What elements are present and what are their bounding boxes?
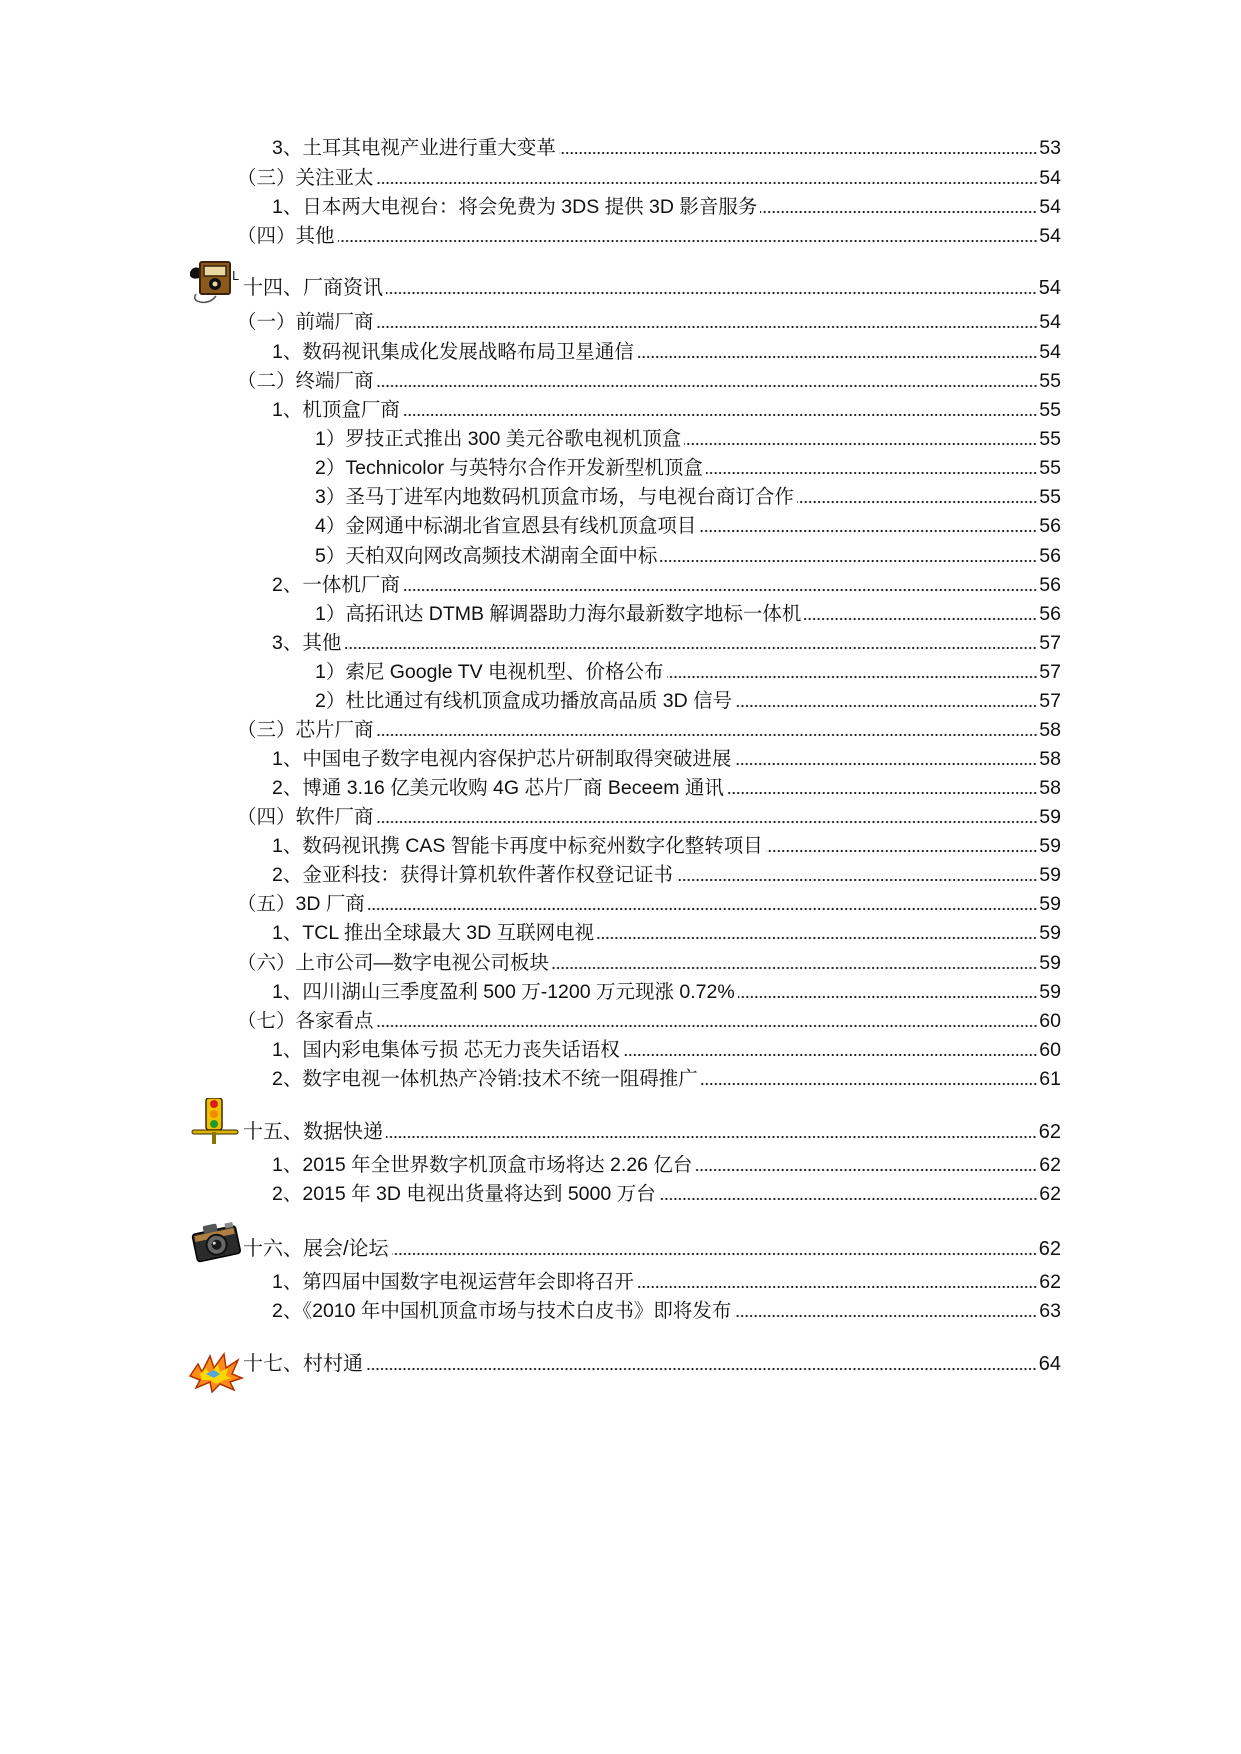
dot-leader	[760, 210, 1037, 214]
dot-leader	[377, 733, 1038, 737]
dot-leader	[735, 704, 1037, 708]
toc-entry[interactable]	[315, 452, 1061, 480]
dot-leader	[559, 151, 1037, 155]
toc-page-number: 57	[1039, 690, 1061, 712]
toc-entry-title: 1）罗技正式推出 300 美元谷歌电视机顶盒	[315, 428, 682, 450]
toc-entry[interactable]	[272, 976, 1061, 1004]
dot-leader	[552, 966, 1037, 970]
toc-page-number: 55	[1039, 486, 1061, 508]
toc-entry[interactable]	[315, 685, 1061, 713]
toc-entry[interactable]	[272, 1295, 1061, 1323]
toc-chapter-entry[interactable]	[243, 1348, 1061, 1376]
toc-entry[interactable]	[315, 540, 1061, 568]
toc-entry[interactable]	[237, 365, 1061, 393]
dot-leader	[597, 936, 1037, 940]
toc-page-number: 54	[1039, 311, 1061, 333]
toc-page-number: 53	[1039, 137, 1061, 159]
toc-page-number: 62	[1039, 1271, 1061, 1293]
dot-leader	[392, 1252, 1037, 1256]
toc-entry-title: 1、中国电子数字电视内容保护芯片研制取得突破进展	[272, 748, 732, 770]
dot-leader	[727, 791, 1037, 795]
toc-page-number: 54	[1039, 167, 1061, 189]
traffic-light-icon	[186, 1098, 244, 1144]
toc-page-number: 59	[1039, 835, 1061, 857]
dot-leader	[797, 500, 1037, 504]
toc-entry-title: （七）各家看点	[237, 1010, 374, 1032]
dot-leader	[403, 413, 1037, 417]
toc-page-number: 59	[1039, 922, 1061, 944]
toc-entry-title: 1、日本两大电视台：将会免费为 3DS 提供 3D 影音服务	[272, 196, 758, 218]
toc-chapter-entry[interactable]	[243, 272, 1061, 300]
toc-page-number: 60	[1039, 1039, 1061, 1061]
toc-entry-title: （三）关注亚太	[237, 167, 374, 189]
toc-entry-title: （二）终端厂商	[237, 370, 374, 392]
burst-icon	[186, 1348, 244, 1394]
toc-page-number: 55	[1039, 399, 1061, 421]
toc-entry[interactable]	[272, 336, 1061, 364]
toc-page-number: 57	[1039, 632, 1061, 654]
toc-page-number: 57	[1039, 661, 1061, 683]
toc-entry[interactable]	[237, 947, 1061, 975]
toc-entry-title: （四）软件厂商	[237, 806, 374, 828]
toc-page-number: 58	[1039, 777, 1061, 799]
toc-entry[interactable]	[272, 1266, 1061, 1294]
toc-entry[interactable]	[237, 162, 1061, 190]
toc-entry-title: 1、四川湖山三季度盈利 500 万-1200 万元现涨 0.72%	[272, 981, 735, 1003]
dot-leader	[659, 1197, 1038, 1201]
toc-entry-title: 1、数码视讯集成化发展战略布局卫星通信	[272, 341, 634, 363]
toc-page-number: 54	[1038, 277, 1061, 299]
toc-page-number: 59	[1039, 952, 1061, 974]
dot-leader	[676, 878, 1037, 882]
dot-leader	[344, 646, 1037, 650]
toc-page-number: 56	[1039, 603, 1061, 625]
dot-leader	[667, 675, 1038, 679]
toc-chapter-entry[interactable]	[243, 1116, 1061, 1144]
toc-chapter-entry[interactable]	[243, 1233, 1061, 1261]
toc-entry-title: 1、TCL 推出全球最大 3D 互联网电视	[272, 922, 595, 944]
dot-leader	[377, 384, 1038, 388]
toc-page-number: 63	[1039, 1300, 1061, 1322]
toc-entry[interactable]	[237, 801, 1061, 829]
toc-entry[interactable]	[272, 830, 1061, 858]
dot-leader	[377, 820, 1038, 824]
dot-leader	[766, 849, 1038, 853]
toc-entry-title: 1、国内彩电集体亏损 芯无力丧失话语权	[272, 1039, 620, 1061]
toc-entry-title: 1、数码视讯携 CAS 智能卡再度中标兖州数字化整转项目	[272, 835, 763, 857]
toc-entry-title: 2、2015 年 3D 电视出货量将达到 5000 万台	[272, 1183, 656, 1205]
toc-entry[interactable]	[272, 1063, 1061, 1091]
toc-entry[interactable]	[272, 394, 1061, 422]
dot-leader	[377, 1024, 1038, 1028]
toc-page-number: 62	[1039, 1154, 1061, 1176]
toc-entry-title: （五）3D 厂商	[237, 893, 365, 915]
toc-page-number: 54	[1039, 225, 1061, 247]
dot-leader	[701, 1082, 1038, 1086]
toc-entry[interactable]	[315, 481, 1061, 509]
toc-entry-title: 3）圣马丁进军内地数码机顶盒市场，与电视台商订合作	[315, 486, 794, 508]
dot-leader	[660, 559, 1037, 563]
toc-entry-title: 1、2015 年全世界数字机顶盒市场将达 2.26 亿台	[272, 1154, 693, 1176]
toc-entry-title: 2）Technicolor 与英特尔合作开发新型机顶盒	[315, 457, 703, 479]
dot-leader	[699, 529, 1037, 533]
toc-entry[interactable]	[315, 423, 1061, 451]
dot-leader	[377, 325, 1038, 329]
toc-page-number: 55	[1039, 370, 1061, 392]
toc-page-number: 54	[1039, 341, 1061, 363]
toc-entry-title: 2、博通 3.16 亿美元收购 4G 芯片厂商 Beceem 通讯	[272, 777, 724, 799]
toc-page-number: 64	[1038, 1353, 1061, 1375]
dot-leader	[368, 907, 1037, 911]
toc-entry[interactable]	[272, 859, 1061, 887]
svg-text:L: L	[232, 269, 239, 283]
toc-entry-title: 十七、村村通	[243, 1353, 363, 1375]
toc-page-number: 58	[1039, 719, 1061, 741]
toc-entry[interactable]	[272, 917, 1061, 945]
dot-leader	[637, 355, 1037, 359]
toc-entry-title: 2、《2010 年中国机顶盒市场与技术白皮书》即将发布	[272, 1300, 732, 1322]
toc-page-number: 62	[1039, 1183, 1061, 1205]
toc-entry[interactable]	[272, 627, 1061, 655]
toc-entry-title: 十五、数据快递	[243, 1121, 383, 1143]
dot-leader	[338, 239, 1038, 243]
toc-entry[interactable]	[237, 1005, 1061, 1033]
toc-entry-title: 4）金网通中标湖北省宣恩县有线机顶盒项目	[315, 515, 697, 537]
toc-entry[interactable]	[315, 656, 1061, 684]
dot-leader	[684, 442, 1037, 446]
toc-page-number: 60	[1039, 1010, 1061, 1032]
toc-entry[interactable]	[237, 306, 1061, 334]
dot-leader	[366, 1367, 1037, 1371]
toc-page-number: 62	[1038, 1121, 1061, 1143]
toc-page-number: 59	[1039, 893, 1061, 915]
toc-entry[interactable]	[272, 569, 1061, 597]
toc-entry-title: （四）其他	[237, 225, 335, 247]
toc-page-number: 59	[1039, 981, 1061, 1003]
toc-page-number: 55	[1039, 457, 1061, 479]
toc-entry-title: 十六、展会/论坛	[243, 1238, 389, 1260]
dot-leader	[706, 471, 1037, 475]
toc-entry-title: 5）天柏双向网改高频技术湖南全面中标	[315, 545, 658, 567]
toc-entry-title: 2、金亚科技：获得计算机软件著作权登记证书	[272, 864, 673, 886]
dot-leader	[637, 1285, 1037, 1289]
toc-entry-title: 1）索尼 Google TV 电视机型、价格公布	[315, 661, 664, 683]
dot-leader	[386, 1135, 1037, 1139]
toc-page-number: 56	[1039, 574, 1061, 596]
toc-entry-title: 2）杜比通过有线机顶盒成功播放高品质 3D 信号	[315, 690, 733, 712]
toc-entry-title: （三）芯片厂商	[237, 719, 374, 741]
toc-page-number: 59	[1039, 806, 1061, 828]
toc-entry[interactable]	[272, 1034, 1061, 1062]
dot-leader	[623, 1053, 1038, 1057]
dot-leader	[695, 1168, 1037, 1172]
toc-entry[interactable]	[272, 772, 1061, 800]
toc-entry-title: 1、第四届中国数字电视运营年会即将召开	[272, 1271, 634, 1293]
toc-page-number: 54	[1039, 196, 1061, 218]
dot-leader	[804, 617, 1037, 621]
toc-entry[interactable]	[237, 714, 1061, 742]
toc-entry[interactable]	[272, 191, 1061, 219]
toc-entry[interactable]	[315, 598, 1061, 626]
toc-page-number: 56	[1039, 545, 1061, 567]
toc-page-number: 61	[1039, 1068, 1061, 1090]
toc-entry[interactable]	[272, 132, 1061, 160]
toc-entry[interactable]	[272, 1178, 1061, 1206]
toc-page-number: 59	[1039, 864, 1061, 886]
dot-leader	[734, 1314, 1037, 1318]
toc-entry[interactable]	[272, 743, 1061, 771]
toc-page-number: 56	[1039, 515, 1061, 537]
phone-icon	[186, 258, 244, 304]
toc-entry-title: 3、土耳其电视产业进行重大变革	[272, 137, 556, 159]
toc-entry-title: （六）上市公司—数字电视公司板块	[237, 952, 550, 974]
toc-entry[interactable]	[237, 888, 1061, 916]
toc-entry[interactable]	[237, 220, 1061, 248]
dot-leader	[386, 291, 1037, 295]
toc-entry-title: 1）高拓讯达 DTMB 解调器助力海尔最新数字地标一体机	[315, 603, 802, 625]
toc-entry[interactable]	[315, 510, 1061, 538]
toc-page-number: 55	[1039, 428, 1061, 450]
toc-page-number: 58	[1039, 748, 1061, 770]
dot-leader	[403, 588, 1037, 592]
toc-entry-title: （一）前端厂商	[237, 311, 374, 333]
toc-entry-title: 2、数字电视一体机热产冷销:技术不统一阻碍推广	[272, 1068, 698, 1090]
toc-entry-title: 十四、厂商资讯	[243, 277, 383, 299]
camera-icon	[186, 1218, 244, 1264]
toc-entry[interactable]	[272, 1149, 1061, 1177]
dot-leader	[734, 762, 1037, 766]
toc-page-number: 62	[1038, 1238, 1061, 1260]
dot-leader	[738, 995, 1038, 999]
toc-entry-title: 2、一体机厂商	[272, 574, 400, 596]
toc-entry-title: 3、其他	[272, 632, 342, 654]
toc-entry-title: 1、机顶盒厂商	[272, 399, 400, 421]
dot-leader	[377, 181, 1038, 185]
